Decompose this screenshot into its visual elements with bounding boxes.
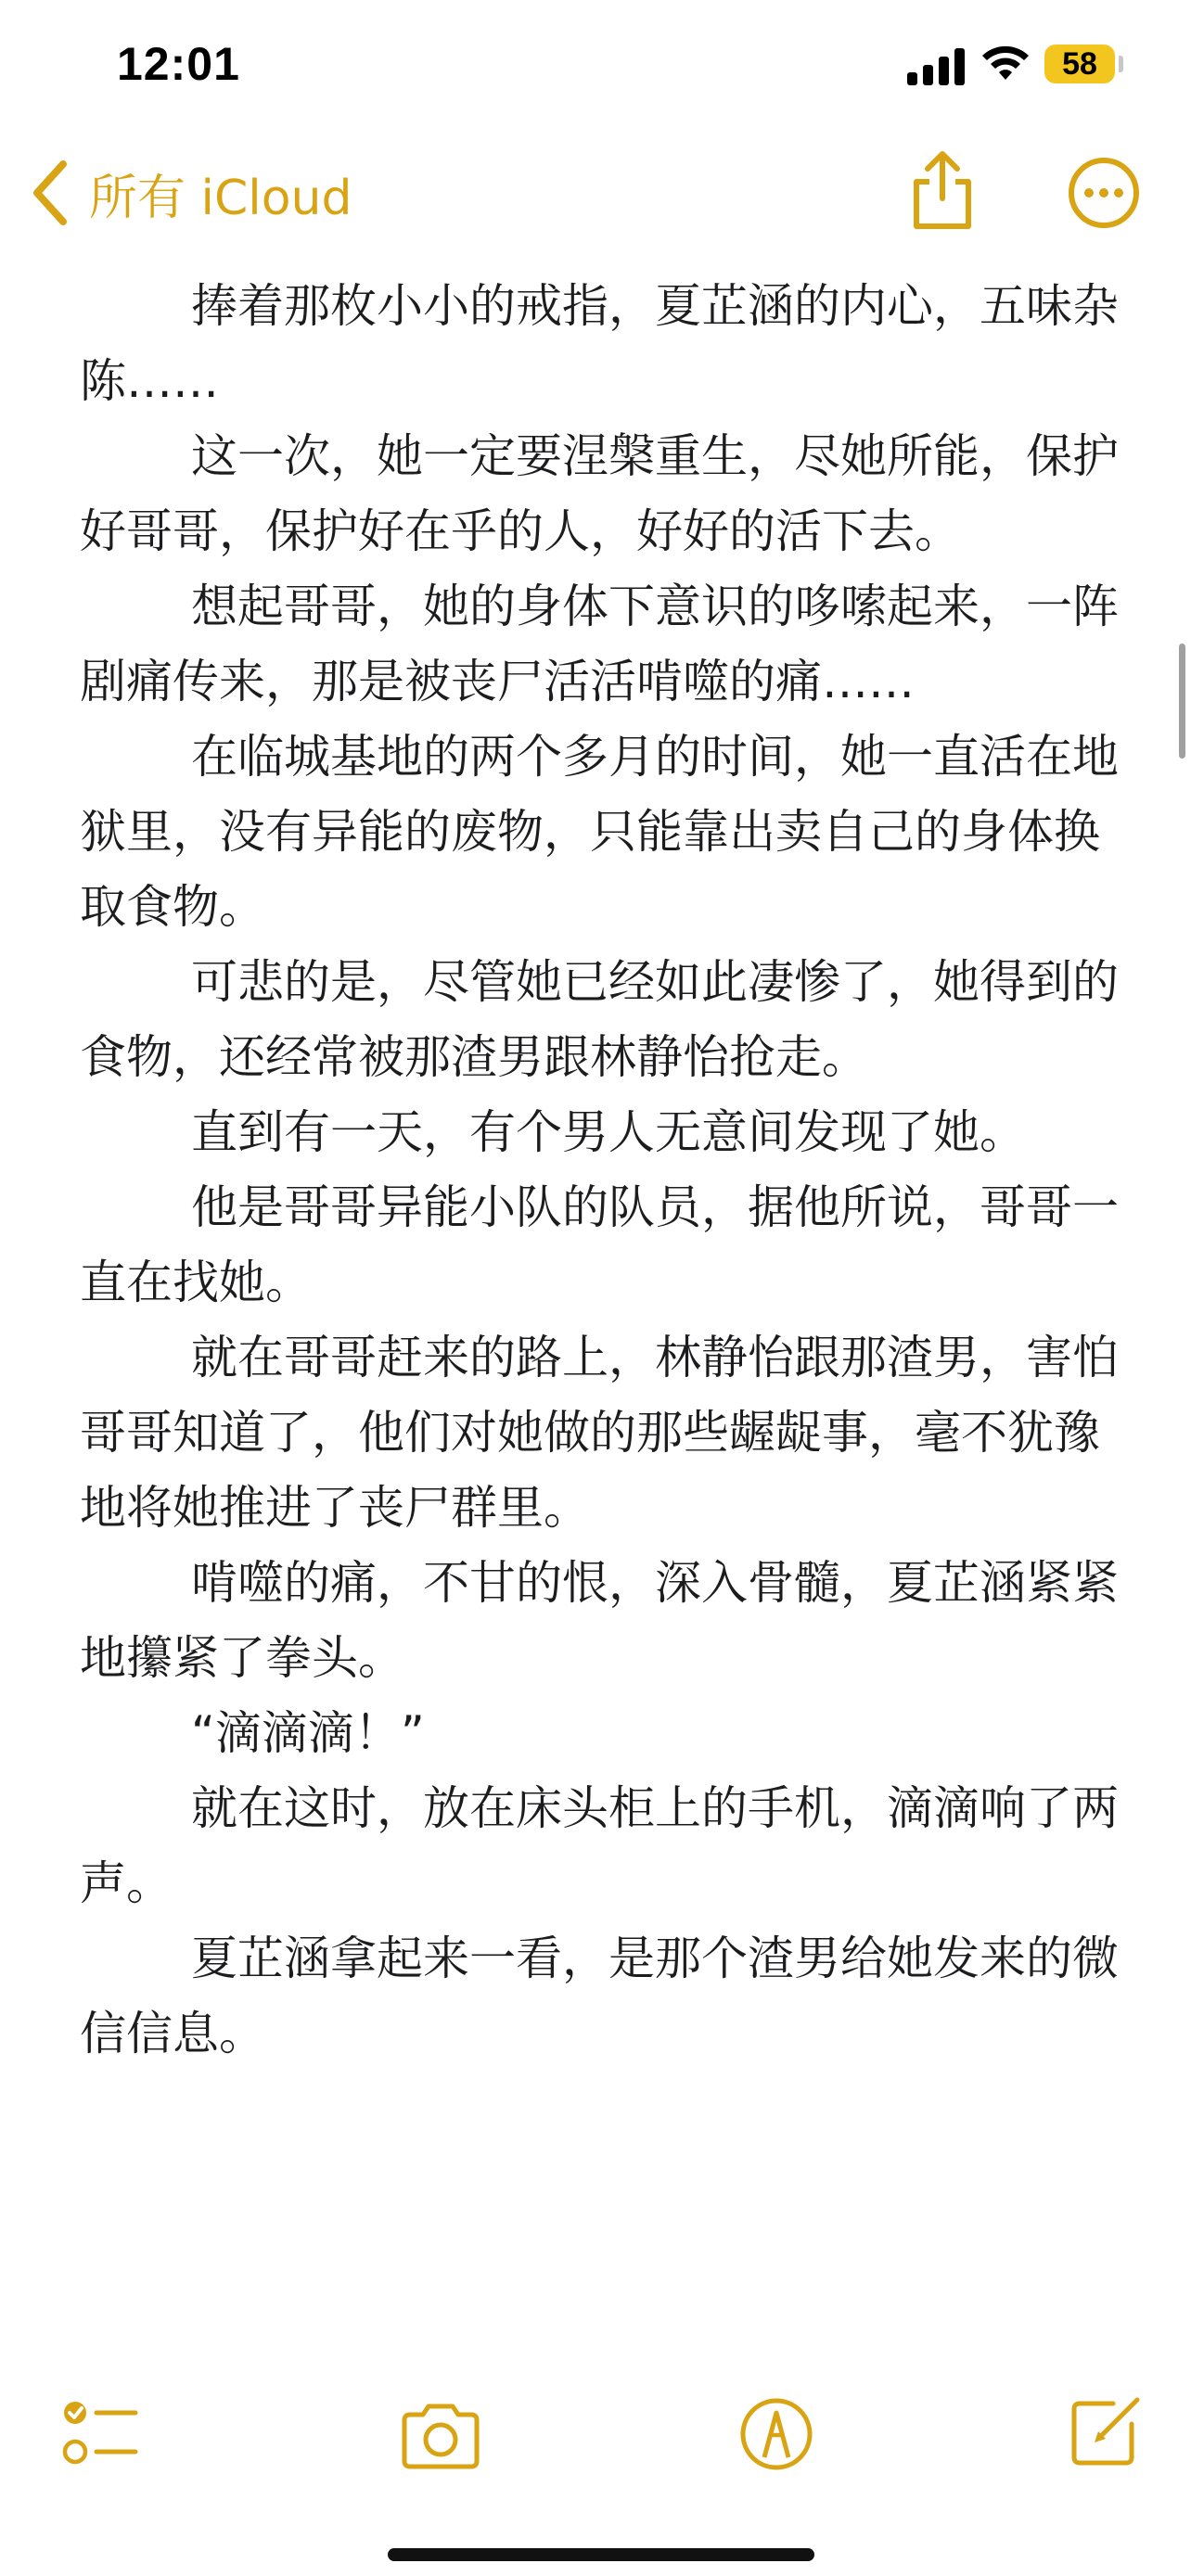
back-button[interactable] (32, 156, 352, 230)
note-paragraph-9: 啃噬的痛，不甘的恨，深入骨髓，夏芷涵紧紧地攥紧了拳头。 (80, 1556, 1119, 1685)
camera-icon[interactable] (399, 2402, 482, 2470)
compose-icon[interactable] (1067, 2394, 1141, 2468)
status-bar (0, 0, 1191, 139)
note-paragraph-10: “滴滴滴！” (191, 1706, 425, 1760)
checklist-icon[interactable] (61, 2398, 139, 2468)
note-body[interactable] (80, 269, 1119, 2072)
chevron-left-icon (32, 160, 69, 225)
note-paragraph-2: 这一次，她一定要涅槃重生，尽她所能，保护好哥哥，保护好在乎的人，好好的活下去。 (80, 429, 1119, 558)
markup-pen-icon[interactable] (738, 2396, 814, 2472)
note-paragraph-12: 夏芷涵拿起来一看，是那个渣男给她发来的微信信息。 (80, 1932, 1119, 2060)
status-time: 12:01 (117, 38, 240, 90)
note-paragraph-3: 想起哥哥，她的身体下意识的哆嗦起来，一阵剧痛传来，那是被丧尸活活啃噬的痛…… (80, 580, 1119, 708)
note-paragraph-11: 就在这时，放在床头柜上的手机，滴滴响了两声。 (80, 1781, 1119, 1910)
note-paragraph-7: 他是哥哥异能小队的队员，据他所说，哥哥一直在找她。 (80, 1180, 1119, 1309)
note-paragraph-4: 在临城基地的两个多月的时间，她一直活在地狱里，没有异能的废物，只能靠出卖自己的身体换取食物。 (80, 730, 1119, 934)
note-paragraph-8: 就在哥哥赶来的路上，林静怡跟那渣男，害怕哥哥知道了，他们对她做的那些龌龊事，毫不犹豫地将她推进了丧尸群里。 (80, 1331, 1119, 1535)
home-indicator[interactable] (388, 2548, 814, 2561)
wifi-icon (981, 45, 1030, 82)
battery-indicator: 58 (1044, 45, 1115, 83)
note-paragraph-5: 可悲的是，尽管她已经如此凄惨了，她得到的食物，还经常被那渣男跟林静怡抢走。 (80, 955, 1119, 1084)
share-icon[interactable] (907, 150, 978, 230)
note-paragraph-6: 直到有一天，有个男人无意间发现了她。 (191, 1105, 1026, 1159)
ellipsis-circle-icon[interactable] (1067, 156, 1141, 230)
cellular-signal-icon (907, 48, 965, 85)
back-button-label: 所有 iCloud (89, 170, 352, 226)
note-paragraph-1: 捧着那枚小小的戒指，夏芷涵的内心，五味杂陈…… (80, 279, 1119, 408)
battery-tip (1119, 56, 1123, 72)
scroll-indicator[interactable] (1179, 644, 1185, 759)
